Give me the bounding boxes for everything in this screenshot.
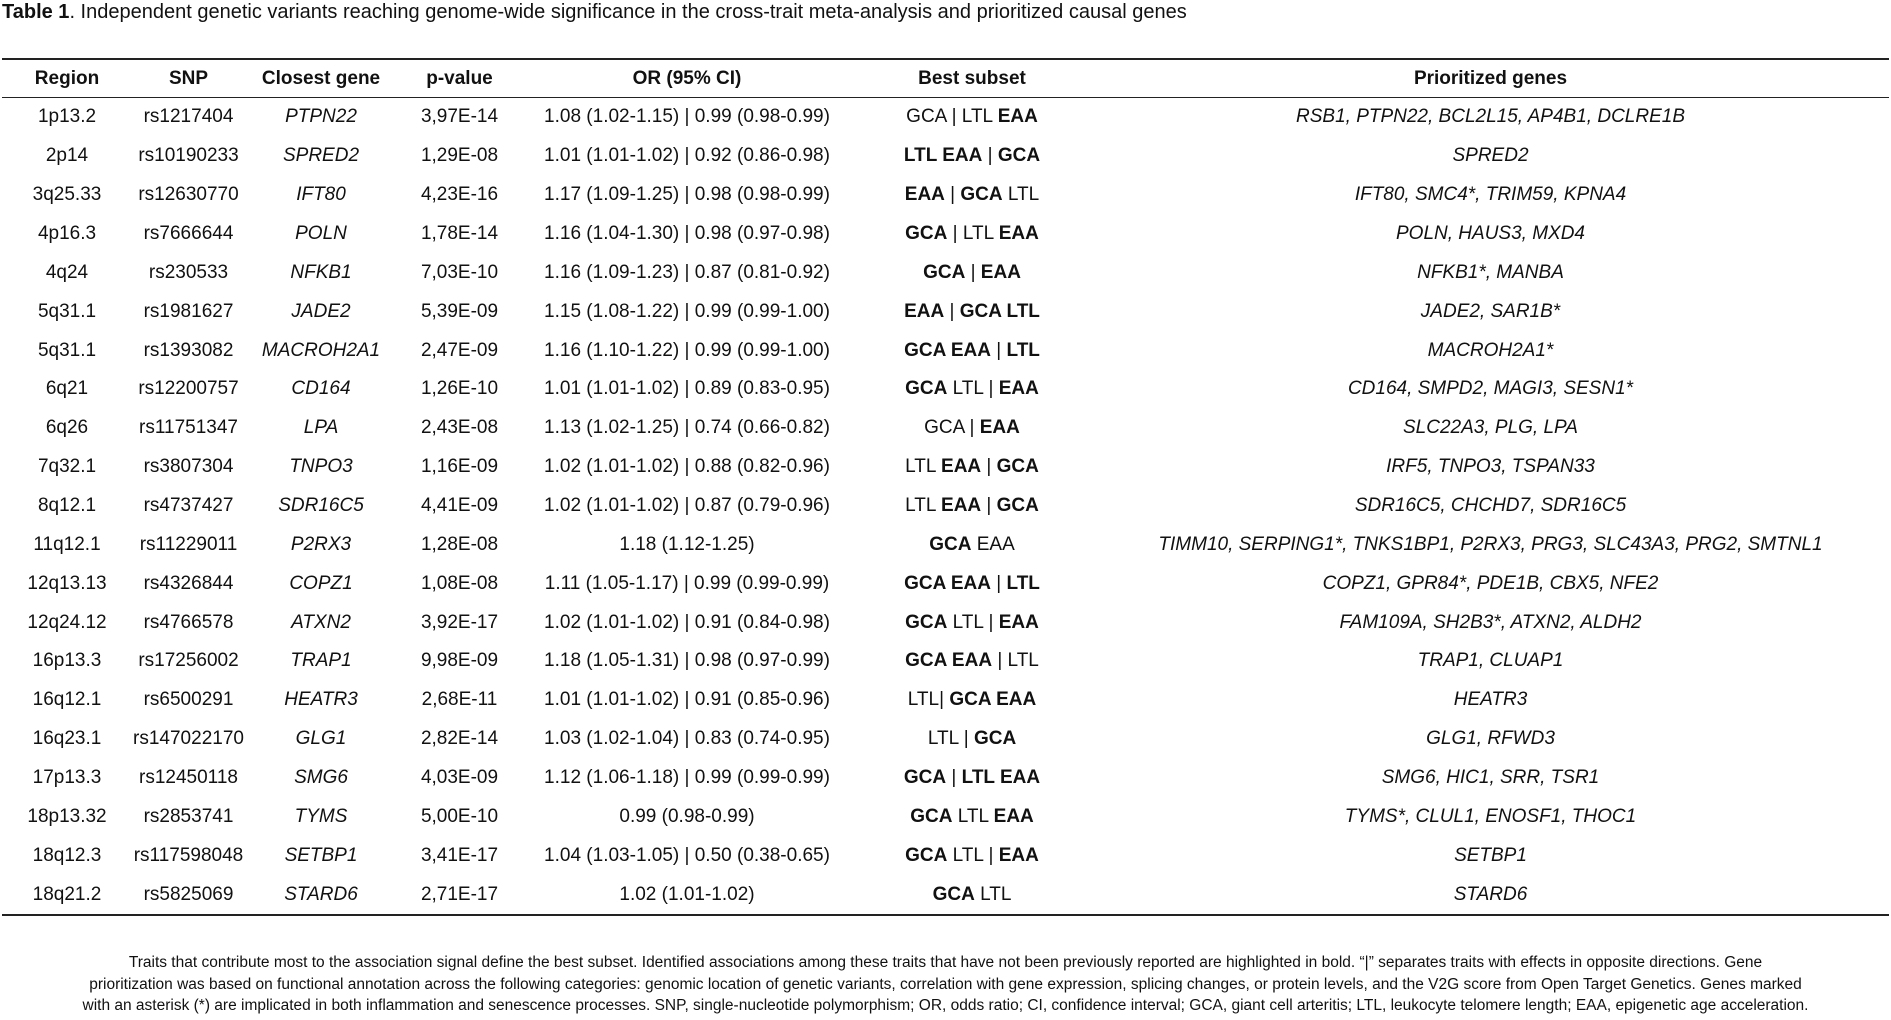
p-value-cell: 4,23E-16 bbox=[420, 184, 499, 206]
or-ci-cell: 0.99 (0.98-0.99) bbox=[619, 805, 755, 827]
subset-trait-bold: GCA bbox=[997, 145, 1041, 167]
region-cell: 2p14 bbox=[45, 145, 89, 167]
p-value-cell: 4,41E-09 bbox=[420, 495, 499, 517]
table-row bbox=[2, 253, 1889, 292]
p-value-cell: 3,92E-17 bbox=[420, 611, 499, 633]
subset-trait: LTL | bbox=[927, 728, 974, 750]
snp-cell: rs1393082 bbox=[143, 339, 234, 361]
table-row bbox=[2, 370, 1889, 409]
table-label: Table 1 bbox=[2, 1, 70, 23]
subset-trait: EAA bbox=[971, 533, 1015, 555]
prioritized-genes-cell: IFT80, SMC4*, TRIM59, KPNA4 bbox=[1354, 184, 1627, 206]
snp-cell: rs7666644 bbox=[143, 223, 234, 244]
prioritized-genes-cell: STARD6 bbox=[1092, 875, 1889, 915]
snp-cell: rs4326844 bbox=[143, 572, 234, 594]
p-value-cell: 1,26E-10 bbox=[420, 378, 499, 400]
closest-gene-cell: SMG6 bbox=[294, 767, 348, 789]
subset-trait-bold: EAA bbox=[993, 805, 1034, 827]
header-best-subset: Best subset bbox=[852, 59, 1092, 98]
subset-trait-bold: GCA bbox=[905, 611, 948, 633]
table-caption bbox=[2, 0, 1187, 24]
p-value-cell: 2,47E-09 bbox=[420, 339, 499, 361]
subset-trait: LTL| bbox=[907, 689, 950, 711]
p-value-cell: 7,03E-10 bbox=[420, 261, 499, 283]
prioritized-genes-cell: SETBP1 bbox=[1454, 844, 1527, 866]
snp-cell: rs1981627 bbox=[143, 300, 234, 322]
subset-trait-bold: GCA EAA bbox=[904, 339, 991, 361]
snp-cell: rs147022170 bbox=[133, 728, 244, 750]
p-value-cell: 1,08E-08 bbox=[420, 572, 499, 594]
region-cell: 7q32.1 bbox=[37, 456, 97, 478]
subset-trait-bold: GCA bbox=[932, 883, 975, 905]
region-cell: 18q21.2 bbox=[2, 875, 132, 915]
header-snp: SNP bbox=[132, 59, 245, 98]
snp-cell: rs12450118 bbox=[139, 767, 238, 789]
table-row bbox=[2, 603, 1889, 642]
header-region: Region bbox=[2, 59, 132, 98]
subset-trait: | bbox=[946, 767, 962, 789]
subset-trait-bold: EAA bbox=[998, 611, 1039, 633]
closest-gene-cell: IFT80 bbox=[296, 184, 346, 206]
prioritized-genes-cell: GLG1, RFWD3 bbox=[1426, 728, 1555, 750]
table-body bbox=[2, 98, 1889, 916]
subset-trait-bold: GCA LTL bbox=[959, 300, 1040, 322]
table-row bbox=[2, 759, 1889, 798]
closest-gene-cell: CD164 bbox=[291, 378, 351, 400]
table-row bbox=[2, 564, 1889, 603]
prioritized-genes-cell: TYMS*, CLUL1, ENOSF1, THOC1 bbox=[1344, 805, 1637, 827]
snp-cell: rs17256002 bbox=[138, 650, 239, 672]
subset-trait-bold: EAA bbox=[941, 456, 982, 478]
closest-gene-cell: POLN bbox=[295, 223, 347, 244]
subset-trait-bold: EAA bbox=[904, 300, 945, 322]
snp-cell: rs4766578 bbox=[143, 611, 234, 633]
snp-cell: rs117598048 bbox=[133, 844, 244, 866]
table-row bbox=[2, 642, 1889, 681]
table-row bbox=[2, 448, 1889, 487]
closest-gene-cell: GLG1 bbox=[295, 728, 347, 750]
subset-trait: LTL | bbox=[947, 844, 999, 866]
subset-trait: | LTL bbox=[947, 223, 999, 244]
best-subset-cell bbox=[852, 331, 1092, 370]
closest-gene-cell: COPZ1 bbox=[289, 572, 353, 594]
snp-cell: rs5825069 bbox=[132, 875, 245, 915]
best-subset-cell bbox=[852, 681, 1092, 720]
prioritized-genes-cell: SLC22A3, PLG, LPA bbox=[1403, 417, 1578, 439]
best-subset-cell bbox=[852, 370, 1092, 409]
snp-cell: rs2853741 bbox=[143, 805, 234, 827]
best-subset-cell bbox=[852, 797, 1092, 836]
best-subset-cell bbox=[852, 98, 1092, 137]
or-ci-cell: 1.08 (1.02-1.15) | 0.99 (0.98-0.99) bbox=[544, 106, 830, 128]
subset-trait: | bbox=[944, 184, 961, 206]
table-row bbox=[2, 215, 1889, 254]
subset-trait: | bbox=[982, 145, 998, 167]
region-cell: 18q12.3 bbox=[32, 844, 102, 866]
subset-trait-bold: EAA bbox=[980, 261, 1021, 283]
p-value-cell: 1,78E-14 bbox=[420, 223, 499, 244]
closest-gene-cell: JADE2 bbox=[291, 300, 351, 322]
footnote-line: prioritization was based on functional annotation across the following categories: genomic location of genetic variants, correlation with gene expression, splicing changes, or protein levels, and the V2G score from Open Target Genetics. Genes marked bbox=[89, 975, 1802, 993]
subset-trait: | bbox=[981, 495, 997, 517]
subset-trait: LTL bbox=[1002, 184, 1040, 206]
region-cell: 16p13.3 bbox=[32, 650, 102, 672]
table-row bbox=[2, 681, 1889, 720]
snp-cell: rs1217404 bbox=[143, 106, 234, 128]
or-ci-cell: 1.11 (1.05-1.17) | 0.99 (0.99-0.99) bbox=[544, 572, 830, 594]
subset-trait: LTL bbox=[905, 456, 942, 478]
subset-trait-bold: GCA bbox=[960, 184, 1003, 206]
or-ci-cell: 1.02 (1.01-1.02) bbox=[522, 875, 852, 915]
subset-trait-bold: GCA EAA bbox=[949, 689, 1037, 711]
prioritized-genes-cell: FAM109A, SH2B3*, ATXN2, ALDH2 bbox=[1339, 611, 1642, 633]
subset-trait-bold: GCA bbox=[923, 261, 966, 283]
prioritized-genes-cell: POLN, HAUS3, MXD4 bbox=[1396, 223, 1585, 244]
prioritized-genes-cell: CD164, SMPD2, MAGI3, SESN1* bbox=[1347, 378, 1634, 400]
closest-gene-cell: LPA bbox=[303, 417, 339, 439]
subset-trait: LTL bbox=[974, 883, 1012, 905]
or-ci-cell: 1.02 (1.01-1.02) | 0.88 (0.82-0.96) bbox=[544, 456, 830, 478]
best-subset-cell bbox=[852, 720, 1092, 759]
closest-gene-cell: TRAP1 bbox=[290, 650, 352, 672]
p-value-cell: 3,97E-14 bbox=[420, 106, 499, 128]
subset-trait-bold: EAA bbox=[904, 184, 945, 206]
p-value-cell: 2,82E-14 bbox=[420, 728, 499, 750]
subset-trait: GCA | LTL bbox=[906, 106, 998, 128]
subset-trait-bold: GCA bbox=[905, 844, 948, 866]
subset-trait-bold: LTL bbox=[1006, 572, 1040, 594]
closest-gene-cell: NFKB1 bbox=[290, 261, 352, 283]
region-cell: 17p13.3 bbox=[32, 767, 102, 789]
p-value-cell: 2,71E-17 bbox=[397, 875, 522, 915]
snp-cell: rs11751347 bbox=[139, 417, 238, 439]
closest-gene-cell: P2RX3 bbox=[290, 533, 352, 555]
subset-trait: LTL bbox=[905, 495, 942, 517]
subset-trait-bold: LTL EAA bbox=[961, 767, 1041, 789]
closest-gene-cell: SDR16C5 bbox=[278, 495, 364, 517]
region-cell: 16q23.1 bbox=[32, 728, 102, 750]
subset-trait-bold: GCA EAA bbox=[905, 650, 993, 672]
header-or-ci: OR (95% CI) bbox=[522, 59, 852, 98]
best-subset-cell bbox=[852, 137, 1092, 176]
or-ci-cell: 1.18 (1.12-1.25) bbox=[619, 533, 755, 555]
table-row bbox=[2, 487, 1889, 526]
subset-trait: | bbox=[944, 300, 960, 322]
closest-gene-cell: SETBP1 bbox=[284, 844, 358, 866]
footnote-line: with an asterisk (*) are implicated in both inflammation and senescence processes. SNP, single-nucleotide polymorphism; OR, odds ratio; CI, confidence interval; GCA, giant cell arteritis; LTL, leukocyte telomere length; EAA, epigenetic age acceleration. bbox=[82, 997, 1809, 1014]
subset-trait: | bbox=[981, 456, 997, 478]
prioritized-genes-cell: MACROH2A1* bbox=[1427, 339, 1554, 361]
region-cell: 12q24.12 bbox=[27, 611, 107, 633]
subset-trait: LTL bbox=[952, 805, 994, 827]
table-row bbox=[2, 292, 1889, 331]
prioritized-genes-cell: SDR16C5, CHCHD7, SDR16C5 bbox=[1354, 495, 1627, 517]
region-cell: 5q31.1 bbox=[37, 339, 97, 361]
subset-trait-bold: GCA bbox=[910, 805, 953, 827]
region-cell: 6q21 bbox=[45, 378, 89, 400]
subset-trait: | LTL bbox=[992, 650, 1039, 672]
or-ci-cell: 1.01 (1.01-1.02) | 0.92 (0.86-0.98) bbox=[544, 145, 830, 167]
table-footnote bbox=[2, 952, 1889, 1017]
prioritized-genes-cell: TRAP1, CLUAP1 bbox=[1417, 650, 1564, 672]
header-p-value: p-value bbox=[397, 59, 522, 98]
subset-trait: LTL | bbox=[947, 378, 999, 400]
prioritized-genes-cell: COPZ1, GPR84*, PDE1B, CBX5, NFE2 bbox=[1322, 572, 1659, 594]
snp-cell: rs4737427 bbox=[143, 495, 234, 517]
prioritized-genes-cell: IRF5, TNPO3, TSPAN33 bbox=[1386, 456, 1595, 478]
subset-trait-bold: EAA bbox=[997, 106, 1038, 128]
or-ci-cell: 1.16 (1.10-1.22) | 0.99 (0.99-1.00) bbox=[544, 339, 830, 361]
p-value-cell: 9,98E-09 bbox=[420, 650, 499, 672]
region-cell: 11q12.1 bbox=[33, 533, 101, 555]
region-cell: 4q24 bbox=[45, 261, 89, 283]
best-subset-cell bbox=[852, 253, 1092, 292]
prioritized-genes-cell: JADE2, SAR1B* bbox=[1420, 300, 1561, 322]
closest-gene-cell: MACROH2A1 bbox=[261, 339, 381, 361]
or-ci-cell: 1.01 (1.01-1.02) | 0.91 (0.85-0.96) bbox=[544, 689, 830, 711]
header-prioritized-genes: Prioritized genes bbox=[1092, 59, 1889, 98]
table-row bbox=[2, 409, 1889, 448]
or-ci-cell: 1.04 (1.03-1.05) | 0.50 (0.38-0.65) bbox=[544, 844, 830, 866]
header-closest-gene: Closest gene bbox=[245, 59, 397, 98]
region-cell: 5q31.1 bbox=[37, 300, 97, 322]
subset-trait-bold: EAA bbox=[998, 378, 1039, 400]
subset-trait-bold: LTL EAA bbox=[903, 145, 983, 167]
or-ci-cell: 1.17 (1.09-1.25) | 0.98 (0.98-0.99) bbox=[544, 184, 830, 206]
or-ci-cell: 1.03 (1.02-1.04) | 0.83 (0.74-0.95) bbox=[544, 728, 830, 750]
or-ci-cell: 1.16 (1.09-1.23) | 0.87 (0.81-0.92) bbox=[544, 261, 830, 283]
best-subset-cell bbox=[852, 215, 1092, 254]
table-header bbox=[2, 59, 1889, 98]
best-subset-cell bbox=[852, 564, 1092, 603]
subset-trait-bold: GCA bbox=[973, 728, 1017, 750]
p-value-cell: 5,00E-10 bbox=[420, 805, 499, 827]
subset-trait: | bbox=[991, 572, 1007, 594]
prioritized-genes-cell: HEATR3 bbox=[1453, 689, 1528, 711]
subset-trait-bold: GCA bbox=[929, 533, 972, 555]
region-cell: 8q12.1 bbox=[37, 495, 97, 517]
table-row bbox=[2, 176, 1889, 215]
or-ci-cell: 1.15 (1.08-1.22) | 0.99 (0.99-1.00) bbox=[544, 300, 830, 322]
closest-gene-cell: HEATR3 bbox=[284, 689, 358, 711]
subset-trait-bold: LTL bbox=[1006, 339, 1040, 361]
or-ci-cell: 1.16 (1.04-1.30) | 0.98 (0.97-0.98) bbox=[544, 223, 830, 244]
p-value-cell: 1,16E-09 bbox=[420, 456, 499, 478]
snp-cell: rs10190233 bbox=[138, 145, 239, 167]
best-subset-cell bbox=[852, 176, 1092, 215]
p-value-cell: 2,68E-11 bbox=[421, 689, 498, 711]
closest-gene-cell: TNPO3 bbox=[289, 456, 353, 478]
closest-gene-cell: TYMS bbox=[294, 805, 348, 827]
best-subset-cell bbox=[852, 875, 1092, 915]
table-row bbox=[2, 331, 1889, 370]
region-cell: 16q12.1 bbox=[32, 689, 102, 711]
best-subset-cell bbox=[852, 642, 1092, 681]
table-caption-text: . Independent genetic variants reaching genome-wide significance in the cross-trait meta-analysis and prioritized causal genes bbox=[69, 1, 1187, 23]
subset-trait-bold: GCA bbox=[996, 456, 1039, 478]
prioritized-genes-cell: NFKB1*, MANBA bbox=[1417, 261, 1564, 283]
subset-trait-bold: GCA bbox=[905, 223, 948, 244]
table-row bbox=[2, 836, 1889, 875]
subset-trait: | bbox=[965, 261, 981, 283]
table-row bbox=[2, 525, 1889, 564]
header-row bbox=[2, 59, 1889, 98]
prioritized-genes-cell: SPRED2 bbox=[1452, 145, 1529, 167]
region-cell: 4p16.3 bbox=[37, 223, 97, 244]
table-row bbox=[2, 797, 1889, 836]
p-value-cell: 5,39E-09 bbox=[420, 300, 499, 322]
subset-trait: GCA | bbox=[924, 417, 980, 439]
table-row bbox=[2, 720, 1889, 759]
best-subset-cell bbox=[852, 603, 1092, 642]
best-subset-cell bbox=[852, 525, 1092, 564]
snp-cell: rs230533 bbox=[148, 261, 229, 283]
prioritized-genes-cell: RSB1, PTPN22, BCL2L15, AP4B1, DCLRE1B bbox=[1296, 106, 1685, 128]
region-cell: 3q25.33 bbox=[32, 184, 102, 206]
subset-trait-bold: GCA bbox=[996, 495, 1039, 517]
prioritized-genes-cell: SMG6, HIC1, SRR, TSR1 bbox=[1381, 767, 1600, 789]
subset-trait-bold: GCA bbox=[903, 767, 947, 789]
subset-trait: | bbox=[991, 339, 1007, 361]
table-row bbox=[2, 98, 1889, 137]
table-row bbox=[2, 137, 1889, 176]
or-ci-cell: 1.12 (1.06-1.18) | 0.99 (0.99-0.99) bbox=[544, 767, 830, 789]
subset-trait-bold: GCA EAA bbox=[904, 572, 991, 594]
best-subset-cell bbox=[852, 409, 1092, 448]
prioritized-genes-cell: TIMM10, SERPING1*, TNKS1BP1, P2RX3, PRG3, SLC43A3, PRG2, SMTNL1 bbox=[1158, 533, 1823, 555]
closest-gene-cell: SPRED2 bbox=[282, 145, 360, 167]
or-ci-cell: 1.13 (1.02-1.25) | 0.74 (0.66-0.82) bbox=[544, 417, 830, 439]
results-table bbox=[2, 58, 1889, 916]
region-cell: 6q26 bbox=[45, 417, 89, 439]
region-cell: 12q13.13 bbox=[27, 572, 107, 594]
subset-trait-bold: EAA bbox=[998, 844, 1039, 866]
or-ci-cell: 1.18 (1.05-1.31) | 0.98 (0.97-0.99) bbox=[544, 650, 830, 672]
subset-trait: LTL | bbox=[947, 611, 999, 633]
subset-trait-bold: EAA bbox=[941, 495, 982, 517]
snp-cell: rs11229011 bbox=[139, 533, 238, 555]
region-cell: 18p13.32 bbox=[27, 805, 107, 827]
p-value-cell: 1,28E-08 bbox=[420, 533, 499, 555]
closest-gene-cell: ATXN2 bbox=[291, 611, 351, 633]
best-subset-cell bbox=[852, 448, 1092, 487]
snp-cell: rs12630770 bbox=[138, 184, 239, 206]
subset-trait-bold: EAA bbox=[979, 417, 1020, 439]
p-value-cell: 2,43E-08 bbox=[420, 417, 499, 439]
region-cell: 1p13.2 bbox=[37, 106, 97, 128]
snp-cell: rs3807304 bbox=[143, 456, 234, 478]
closest-gene-cell: STARD6 bbox=[245, 875, 397, 915]
or-ci-cell: 1.02 (1.01-1.02) | 0.91 (0.84-0.98) bbox=[544, 611, 830, 633]
snp-cell: rs6500291 bbox=[143, 689, 234, 711]
table-row bbox=[2, 875, 1889, 915]
subset-trait-bold: GCA bbox=[905, 378, 948, 400]
closest-gene-cell: PTPN22 bbox=[285, 106, 357, 128]
subset-trait-bold: EAA bbox=[998, 223, 1039, 244]
best-subset-cell bbox=[852, 759, 1092, 798]
p-value-cell: 4,03E-09 bbox=[420, 767, 499, 789]
best-subset-cell bbox=[852, 487, 1092, 526]
best-subset-cell bbox=[852, 836, 1092, 875]
p-value-cell: 1,29E-08 bbox=[420, 145, 499, 167]
p-value-cell: 3,41E-17 bbox=[420, 844, 499, 866]
footnote-line: Traits that contribute most to the association signal define the best subset. Identified associations among these traits that have not been previously reported are highlighted in bold. “|” separates traits with effects in opposite directions. Gene bbox=[128, 954, 1763, 971]
snp-cell: rs12200757 bbox=[138, 378, 239, 400]
best-subset-cell bbox=[852, 292, 1092, 331]
or-ci-cell: 1.01 (1.01-1.02) | 0.89 (0.83-0.95) bbox=[544, 378, 830, 400]
or-ci-cell: 1.02 (1.01-1.02) | 0.87 (0.79-0.96) bbox=[544, 495, 830, 517]
